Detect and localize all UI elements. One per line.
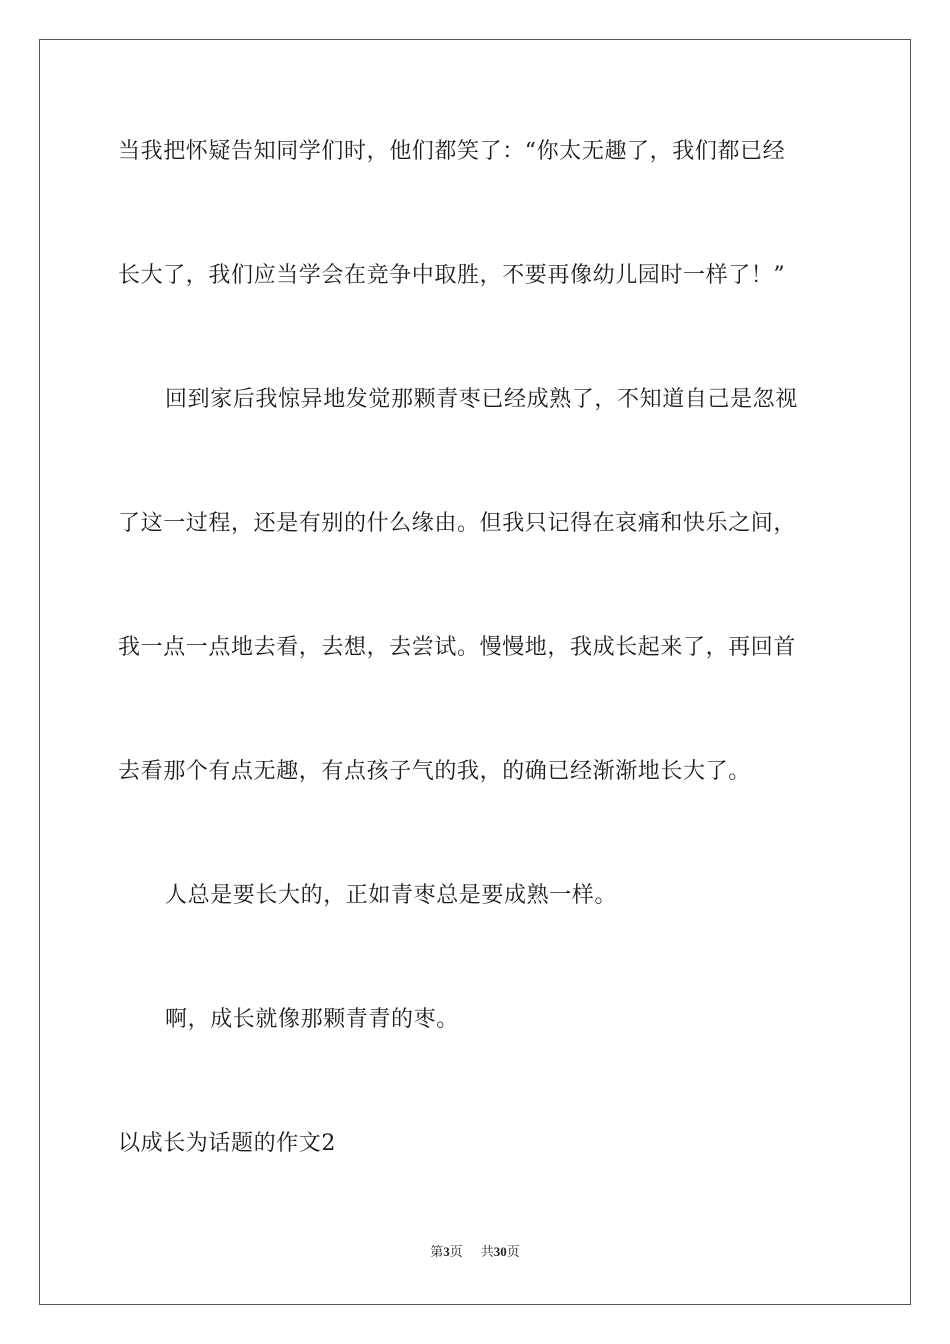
text-line-7: 人总是要长大的，正如青枣总是要成熟一样。 [165, 883, 618, 908]
text-line-1: 当我把怀疑告知同学们时，他们都笑了：“你太无趣了，我们都已经 [118, 139, 786, 164]
footer-total-prefix: 共 [480, 1244, 494, 1259]
page-border [39, 39, 911, 1305]
footer-page-number: 3 [443, 1244, 450, 1259]
page-footer [0, 1244, 950, 1260]
text-line-6: 去看那个有点无趣，有点孩子气的我，的确已经渐渐地长大了。 [118, 759, 751, 784]
text-line-2: 长大了，我们应当学会在竞争中取胜，不要再像幼儿园时一样了！” [118, 263, 786, 288]
text-line-8: 啊，成长就像那颗青青的枣。 [165, 1007, 459, 1032]
section-heading: 以成长为话题的作文2 [118, 1131, 336, 1156]
footer-page-suffix: 页 [449, 1244, 463, 1259]
text-line-3: 回到家后我惊异地发觉那颗青枣已经成熟了，不知道自己是忽视 [165, 387, 798, 412]
footer-total-pages: 30 [493, 1244, 507, 1259]
text-line-4: 了这一过程，还是有别的什么缘由。但我只记得在哀痛和快乐之间， [118, 511, 797, 536]
footer-page-prefix: 第 [430, 1244, 444, 1259]
footer-total-suffix: 页 [506, 1244, 520, 1259]
text-line-5: 我一点一点地去看，去想，去尝试。慢慢地，我成长起来了，再回首 [118, 635, 797, 660]
